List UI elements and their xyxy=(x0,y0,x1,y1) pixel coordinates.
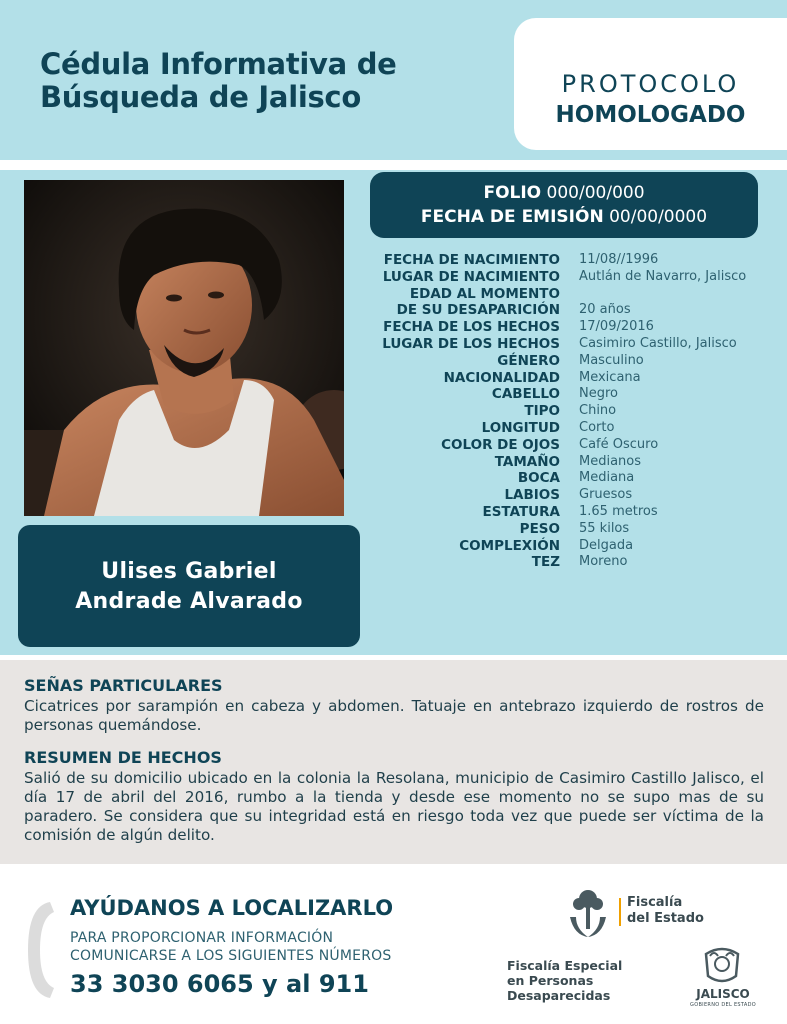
detail-label: COMPLEXIÓN xyxy=(459,537,560,554)
fiscalia-line-2: del Estado xyxy=(627,911,704,926)
detail-value: Moreno xyxy=(579,554,628,570)
page-title xyxy=(40,48,397,114)
detail-row xyxy=(350,521,770,538)
detail-value: Delgada xyxy=(579,537,634,553)
resumen-title: RESUMEN DE HECHOS xyxy=(24,748,222,767)
detail-row xyxy=(350,470,770,487)
detail-value: Mediana xyxy=(579,470,635,486)
person-last-names: Andrade Alvarado xyxy=(75,589,303,614)
folio-box xyxy=(370,172,758,238)
jalisco-crest-icon xyxy=(700,946,744,986)
detail-label: BOCA xyxy=(517,470,560,487)
detail-row xyxy=(350,336,770,353)
detail-value: Casimiro Castillo, Jalisco xyxy=(579,335,737,351)
detail-value: 55 kilos xyxy=(579,520,630,536)
protocol-badge xyxy=(514,18,787,150)
detail-value: Autlán de Navarro, Jalisco xyxy=(579,268,747,284)
person-photo-illustration xyxy=(24,180,344,516)
header xyxy=(0,0,787,160)
emision-value: 00/00/0000 xyxy=(609,207,708,227)
protocol-line-1: PROTOCOLO xyxy=(561,70,740,98)
detail-row xyxy=(350,302,770,319)
detail-label: LUGAR DE LOS HECHOS xyxy=(382,335,560,352)
detail-row xyxy=(350,454,770,471)
main-panel xyxy=(0,170,787,655)
detail-label: LUGAR DE NACIMIENTO xyxy=(382,268,560,285)
detail-row xyxy=(350,286,770,303)
detail-value: Chino xyxy=(579,403,617,419)
detail-label: FECHA DE LOS HECHOS xyxy=(383,319,560,336)
detail-row xyxy=(350,554,770,571)
help-line-2: COMUNICARSE A LOS SIGUIENTES NÚMEROS xyxy=(70,948,392,964)
detail-value: Medianos xyxy=(579,453,642,469)
logo-divider xyxy=(619,898,621,926)
detail-label: EDAD AL MOMENTO xyxy=(409,285,560,302)
phone-handset-icon xyxy=(22,898,62,1002)
senas-title: SEÑAS PARTICULARES xyxy=(24,676,223,695)
detail-value: Corto xyxy=(579,419,615,435)
detail-row xyxy=(350,370,770,387)
folio-value: 000/00/000 xyxy=(546,183,645,203)
detail-value: Mexicana xyxy=(579,369,641,385)
special-line-2: en Personas xyxy=(507,973,594,988)
fiscalia-name xyxy=(627,895,704,927)
detail-row xyxy=(350,420,770,437)
fiscalia-especial-name xyxy=(507,958,622,1003)
detail-row xyxy=(350,437,770,454)
detail-value: 17/09/2016 xyxy=(579,319,654,335)
detail-label: LABIOS xyxy=(504,487,560,504)
folio-row xyxy=(370,181,758,205)
detail-label: TEZ xyxy=(531,554,560,571)
detail-row xyxy=(350,403,770,420)
person-first-names: Ulises Gabriel xyxy=(101,559,277,584)
detail-row xyxy=(350,504,770,521)
detail-label: FECHA DE NACIMIENTO xyxy=(383,252,560,268)
detail-value: 11/08//1996 xyxy=(579,252,659,267)
jalisco-name: JALISCO xyxy=(696,987,750,1001)
help-title: AYÚDANOS A LOCALIZARLO xyxy=(70,896,394,920)
title-line-1: Cédula Informativa de xyxy=(40,47,397,81)
detail-label: LONGITUD xyxy=(481,419,560,436)
emision-label: FECHA DE EMISIÓN xyxy=(420,207,604,227)
resumen-text: Salió de su domicilio ubicado en la colonia la Resolana, municipio de Casimiro Castillo Jalisco, el día 17 de abril del 2016, rumbo a la tienda y desde ese momento no se supo mas de su paradero. Se considera que su integridad está en riesgo toda vez que puede ser víctima de la comisión de algún delito. xyxy=(24,769,764,844)
detail-label: CABELLO xyxy=(491,386,560,403)
detail-row xyxy=(350,252,770,269)
senas-text: Cicatrices por sarampión en cabeza y abdomen. Tatuaje en antebrazo izquierdo de rostros de personas quemándose. xyxy=(24,697,764,734)
detail-label: NACIONALIDAD xyxy=(443,369,560,386)
detail-label: ESTATURA xyxy=(482,503,560,520)
detail-row xyxy=(350,353,770,370)
detail-label: TIPO xyxy=(524,403,560,420)
special-line-1: Fiscalía Especial xyxy=(507,958,623,973)
emision-row xyxy=(370,205,758,229)
detail-label: COLOR DE OJOS xyxy=(441,436,560,453)
help-phone: 33 3030 6065 y al 911 xyxy=(70,970,369,998)
special-line-3: Desaparecidas xyxy=(507,988,611,1003)
title-line-2: Búsqueda de Jalisco xyxy=(40,80,361,114)
detail-value: Café Oscuro xyxy=(579,436,659,452)
detail-label: PESO xyxy=(519,520,560,537)
details-list xyxy=(350,252,770,571)
detail-value: Gruesos xyxy=(579,487,633,503)
detail-row xyxy=(350,487,770,504)
detail-label: TAMAÑO xyxy=(494,453,560,470)
detail-value: Negro xyxy=(579,386,618,402)
detail-value: Masculino xyxy=(579,352,644,368)
person-name-box xyxy=(18,525,360,647)
detail-row xyxy=(350,319,770,336)
fiscalia-line-1: Fiscalía xyxy=(627,895,683,910)
detail-value: 1.65 metros xyxy=(579,503,658,519)
detail-row xyxy=(350,538,770,555)
detail-label: GÉNERO xyxy=(497,352,560,369)
jalisco-subtitle: GOBIERNO DEL ESTADO xyxy=(690,1002,756,1008)
person-photo xyxy=(24,180,344,516)
help-line-1: PARA PROPORCIONAR INFORMACIÓN xyxy=(70,930,334,946)
detail-row xyxy=(350,386,770,403)
detail-row xyxy=(350,269,770,286)
protocol-line-2: HOMOLOGADO xyxy=(555,102,746,128)
description-section xyxy=(0,660,787,864)
folio-label: FOLIO xyxy=(483,183,542,203)
detail-label: DE SU DESAPARICIÓN xyxy=(396,302,560,319)
detail-value: 20 años xyxy=(579,302,631,318)
tree-hands-logo-icon xyxy=(566,887,610,939)
